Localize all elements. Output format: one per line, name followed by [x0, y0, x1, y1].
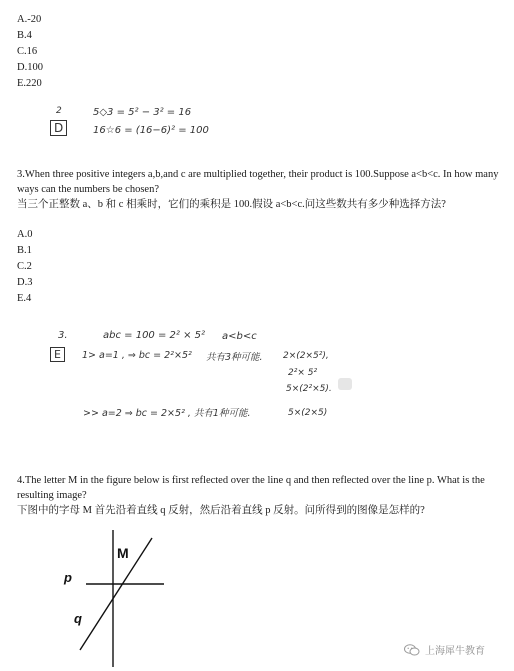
- q3-hand-answer: E: [50, 347, 65, 362]
- reflection-figure: [44, 522, 164, 667]
- label-p: p: [64, 570, 72, 585]
- q2-option-b: B.4: [17, 30, 32, 41]
- q3-question-zh: 当三个正整数 a、b 和 c 相乘时，它们的乘积是 100.假设 a<b<c.问这些数共有多少种选择方法?: [17, 199, 446, 210]
- q2-option-c: C.16: [17, 46, 38, 57]
- q3-hand-list4: 5×(2×5): [288, 408, 328, 418]
- q3-hand-case1: 1> a=1 , ⇒ bc = 2²×5²: [82, 350, 192, 361]
- q2-hand-answer: D: [50, 120, 67, 136]
- q3-hand-line1: abc = 100 = 2² × 5²: [103, 330, 206, 341]
- watermark-text: 上海犀牛教育: [425, 646, 485, 657]
- line-q: [80, 538, 152, 650]
- q2-option-e: E.220: [17, 78, 42, 89]
- q2-option-a: A.-20: [17, 14, 42, 25]
- q2-hand-line2: 16☆6 = (16−6)² = 100: [93, 125, 209, 136]
- q4-question-en: 4.The letter M in the figure below is first reflected over the line q and then reflected over the line p. What is the resulting image?: [17, 475, 485, 501]
- label-q: q: [74, 611, 82, 626]
- letter-m: M: [117, 545, 129, 561]
- q3-hand-list1: 2×(2×5²),: [283, 351, 329, 361]
- q3-option-b: B.1: [17, 245, 32, 256]
- q3-hand-number: 3.: [58, 330, 68, 341]
- q2-option-d: D.100: [17, 62, 43, 73]
- q3-option-d: D.3: [17, 277, 33, 288]
- q3-question-en: 3.When three positive integers a,b,and c are multiplied together, their product is 100.Suppose a<b<c. In how many ways can the numbers be chosen?: [17, 169, 499, 195]
- scan-smudge: [338, 378, 352, 390]
- q3-option-e: E.4: [17, 293, 32, 304]
- q3-hand-case2: >> a=2 ⇒ bc = 2×5² , 共有1种可能.: [83, 408, 251, 419]
- q3-option-c: C.2: [17, 261, 32, 272]
- q4-question-zh: 下图中的字母 M 首先沿着直线 q 反射，然后沿着直线 p 反射。问所得到的图像是怎样的?: [17, 505, 425, 516]
- q2-hand-line1: 5◇3 = 5² − 3² = 16: [93, 107, 192, 118]
- wechat-logo-icon: [404, 643, 420, 655]
- q3-hand-line1b: a<b<c: [222, 331, 257, 342]
- q3-hand-case1b: 共有3种可能.: [206, 352, 263, 363]
- q3-option-a: A.0: [17, 229, 33, 240]
- q3-hand-list3: 5×(2²×5).: [286, 384, 332, 394]
- q2-hand-number: 2: [56, 106, 62, 116]
- q3-hand-list2: 2²× 5²: [288, 368, 318, 378]
